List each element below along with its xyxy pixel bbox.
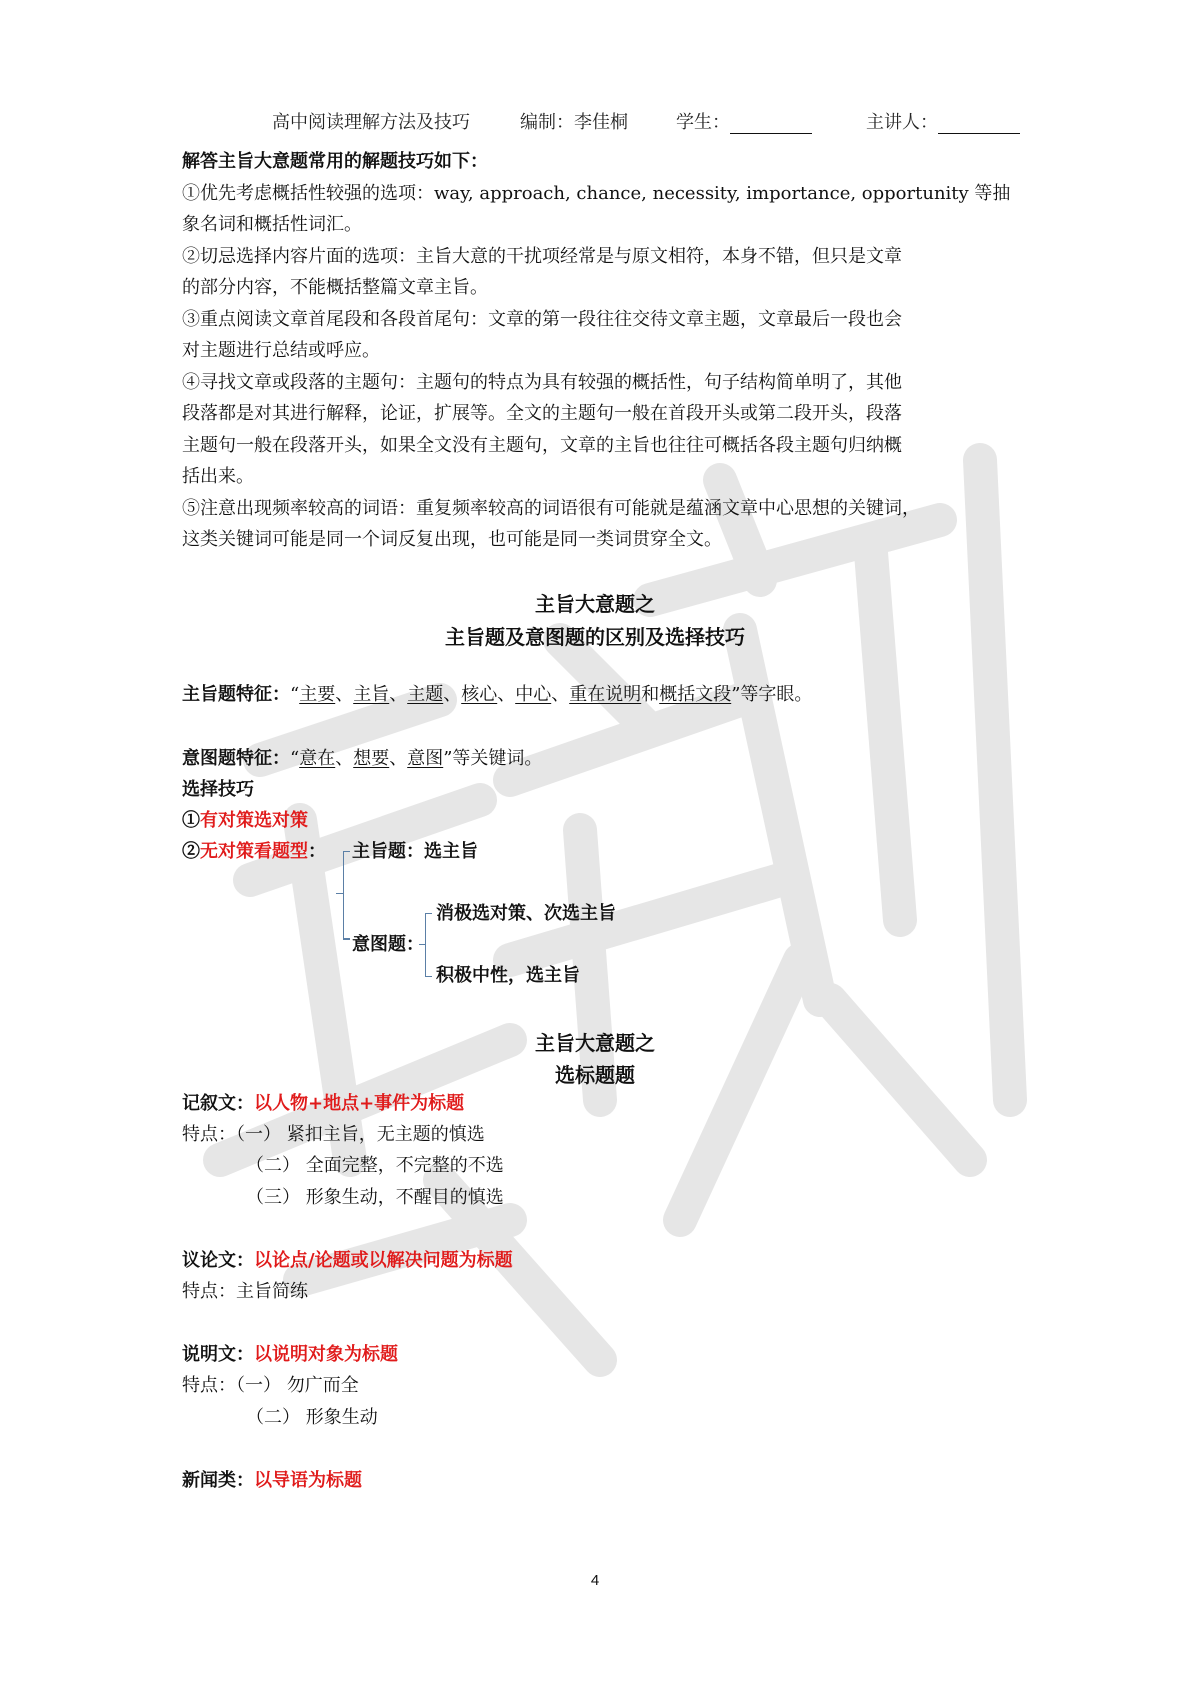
main-feature-line (182, 683, 812, 707)
separator: 、 (497, 684, 516, 705)
skill-2-colon: ： (308, 841, 326, 862)
keyword: 意在 (299, 748, 336, 769)
keyword: 中心 (515, 684, 552, 705)
intent-feature-line (182, 747, 542, 771)
tree-brace-tick (336, 893, 343, 894)
tip-4-line-3: 主题句一般在段落开头，如果全文没有主题句，文章的主旨也往往可概括各段主题句归纳概 (182, 435, 902, 456)
section2-title-1: 主旨大意题之 (535, 592, 655, 616)
keyword: 想要 (353, 748, 390, 769)
tip-2-line-2: 的部分内容，不能概括整篇文章主旨。 (182, 277, 488, 298)
tip-4-line-2: 段落都是对其进行解释，论证，扩展等。全文的主题句一般在首段开头或第二段开头，段落 (182, 403, 902, 424)
quote-open: “ (290, 684, 300, 705)
narrative-feature-3: （三） 形象生动，不醒目的慎选 (246, 1187, 504, 1208)
intent-feature-label: 意图题特征： (182, 748, 290, 769)
tip-2-line-1: ②切忌选择内容片面的选项：主旨大意的干扰项经常是与原文相符，本身不错，但只是文章 (182, 246, 902, 267)
tip-3-line-2: 对主题进行总结或呼应。 (182, 340, 380, 361)
keyword: 主旨 (353, 684, 390, 705)
keyword: 概括文段 (659, 684, 732, 705)
intent-feature-tail: 等关键词。 (452, 748, 543, 769)
skill-label: 选择技巧 (182, 779, 254, 800)
exposition-rule: 以说明对象为标题 (254, 1344, 398, 1365)
section3-title-2: 选标题题 (555, 1063, 635, 1087)
tip-4-line-4: 括出来。 (182, 466, 254, 487)
separator: 、 (551, 684, 570, 705)
lecturer-label: 主讲人： (866, 112, 938, 132)
doc-title: 高中阅读理解方法及技巧 (272, 112, 470, 132)
tip-1-line-1: ①优先考虑概括性较强的选项：way, approach, chance, necessity, importance, opportunity 等抽 (182, 183, 1011, 204)
exposition-feature-1: 特点：（一） 勿广而全 (182, 1375, 359, 1396)
branch-intent: 意图题： (352, 934, 424, 955)
student-field (676, 108, 812, 134)
keyword: 重在说明 (569, 684, 642, 705)
exposition-label: 说明文： (182, 1344, 254, 1365)
lecturer-field (866, 108, 1020, 134)
skill-2-text: 无对策看题型 (200, 841, 308, 862)
conjunction: 和 (641, 684, 660, 705)
separator: 、 (335, 748, 354, 769)
separator: 、 (389, 748, 408, 769)
separator: 、 (443, 684, 462, 705)
quote-open: “ (290, 748, 300, 769)
keyword: 主要 (299, 684, 336, 705)
quote-close: ” (443, 748, 453, 769)
argument-rule: 以论点/论题或以解决问题为标题 (254, 1250, 513, 1271)
separator: 、 (335, 684, 354, 705)
keyword: 主题 (407, 684, 444, 705)
section3-title-1: 主旨大意题之 (535, 1031, 655, 1055)
narrative-line (182, 1092, 464, 1116)
tip-4-line-1: ④寻找文章或段落的主题句：主题句的特点为具有较强的概括性，句子结构简单明了，其他 (182, 372, 902, 393)
page-header (0, 108, 1190, 138)
tips-heading: 解答主旨大意题常用的解题技巧如下： (182, 151, 488, 172)
branch-main: 主旨题：选主旨 (352, 841, 478, 862)
narrative-label: 记叙文： (182, 1093, 254, 1114)
skill-2 (182, 840, 326, 864)
main-feature-tail: 等字眼。 (740, 684, 813, 705)
tree-brace-outer-bottom (343, 893, 350, 940)
tip-1-line-2: 象名词和概括性词汇。 (182, 214, 362, 235)
tip-5-line-2: 这类关键词可能是同一个词反复出现，也可能是同一类词贯穿全文。 (182, 529, 722, 550)
branch-negative: 消极选对策、次选主旨 (436, 903, 616, 924)
exposition-feature-2: （二） 形象生动 (246, 1407, 378, 1428)
news-line (182, 1469, 362, 1493)
argument-label: 议论文： (182, 1250, 254, 1271)
news-rule: 以导语为标题 (254, 1470, 362, 1491)
skill-1-num: ① (182, 810, 200, 831)
keyword: 核心 (461, 684, 498, 705)
tip-3-line-1: ③重点阅读文章首尾段和各段首尾句：文章的第一段往往交待文章主题，文章最后一段也会 (182, 309, 902, 330)
quote-close: ” (731, 684, 741, 705)
narrative-rule: 以人物+地点+事件为标题 (254, 1093, 465, 1114)
separator: 、 (389, 684, 408, 705)
page-number: 4 (590, 1572, 600, 1589)
branch-positive: 积极中性，选主旨 (436, 965, 580, 986)
argument-line (182, 1249, 513, 1273)
skill-2-num: ② (182, 841, 200, 862)
narrative-feature-2: （二） 全面完整，不完整的不选 (246, 1155, 504, 1176)
narrative-feature-1: 特点：（一） 紧扣主旨，无主题的慎选 (182, 1124, 485, 1145)
tip-5-line-1: ⑤注意出现频率较高的词语：重复频率较高的词语很有可能就是蕴涵文章中心思想的关键词， (182, 498, 920, 519)
section2-title-2: 主旨题及意图题的区别及选择技巧 (445, 625, 745, 649)
skill-1 (182, 809, 308, 833)
news-label: 新闻类： (182, 1470, 254, 1491)
keyword: 意图 (407, 748, 444, 769)
student-blank (730, 115, 812, 134)
argument-feature-1: 特点：主旨简练 (182, 1281, 308, 1302)
editor-label: 编制：李佳桐 (520, 112, 628, 132)
skill-1-text: 有对策选对策 (200, 810, 308, 831)
lecturer-blank (938, 115, 1020, 134)
exposition-line (182, 1343, 398, 1367)
student-label: 学生： (676, 112, 730, 132)
main-feature-label: 主旨题特征： (182, 684, 290, 705)
tree-brace-inner (425, 913, 432, 977)
